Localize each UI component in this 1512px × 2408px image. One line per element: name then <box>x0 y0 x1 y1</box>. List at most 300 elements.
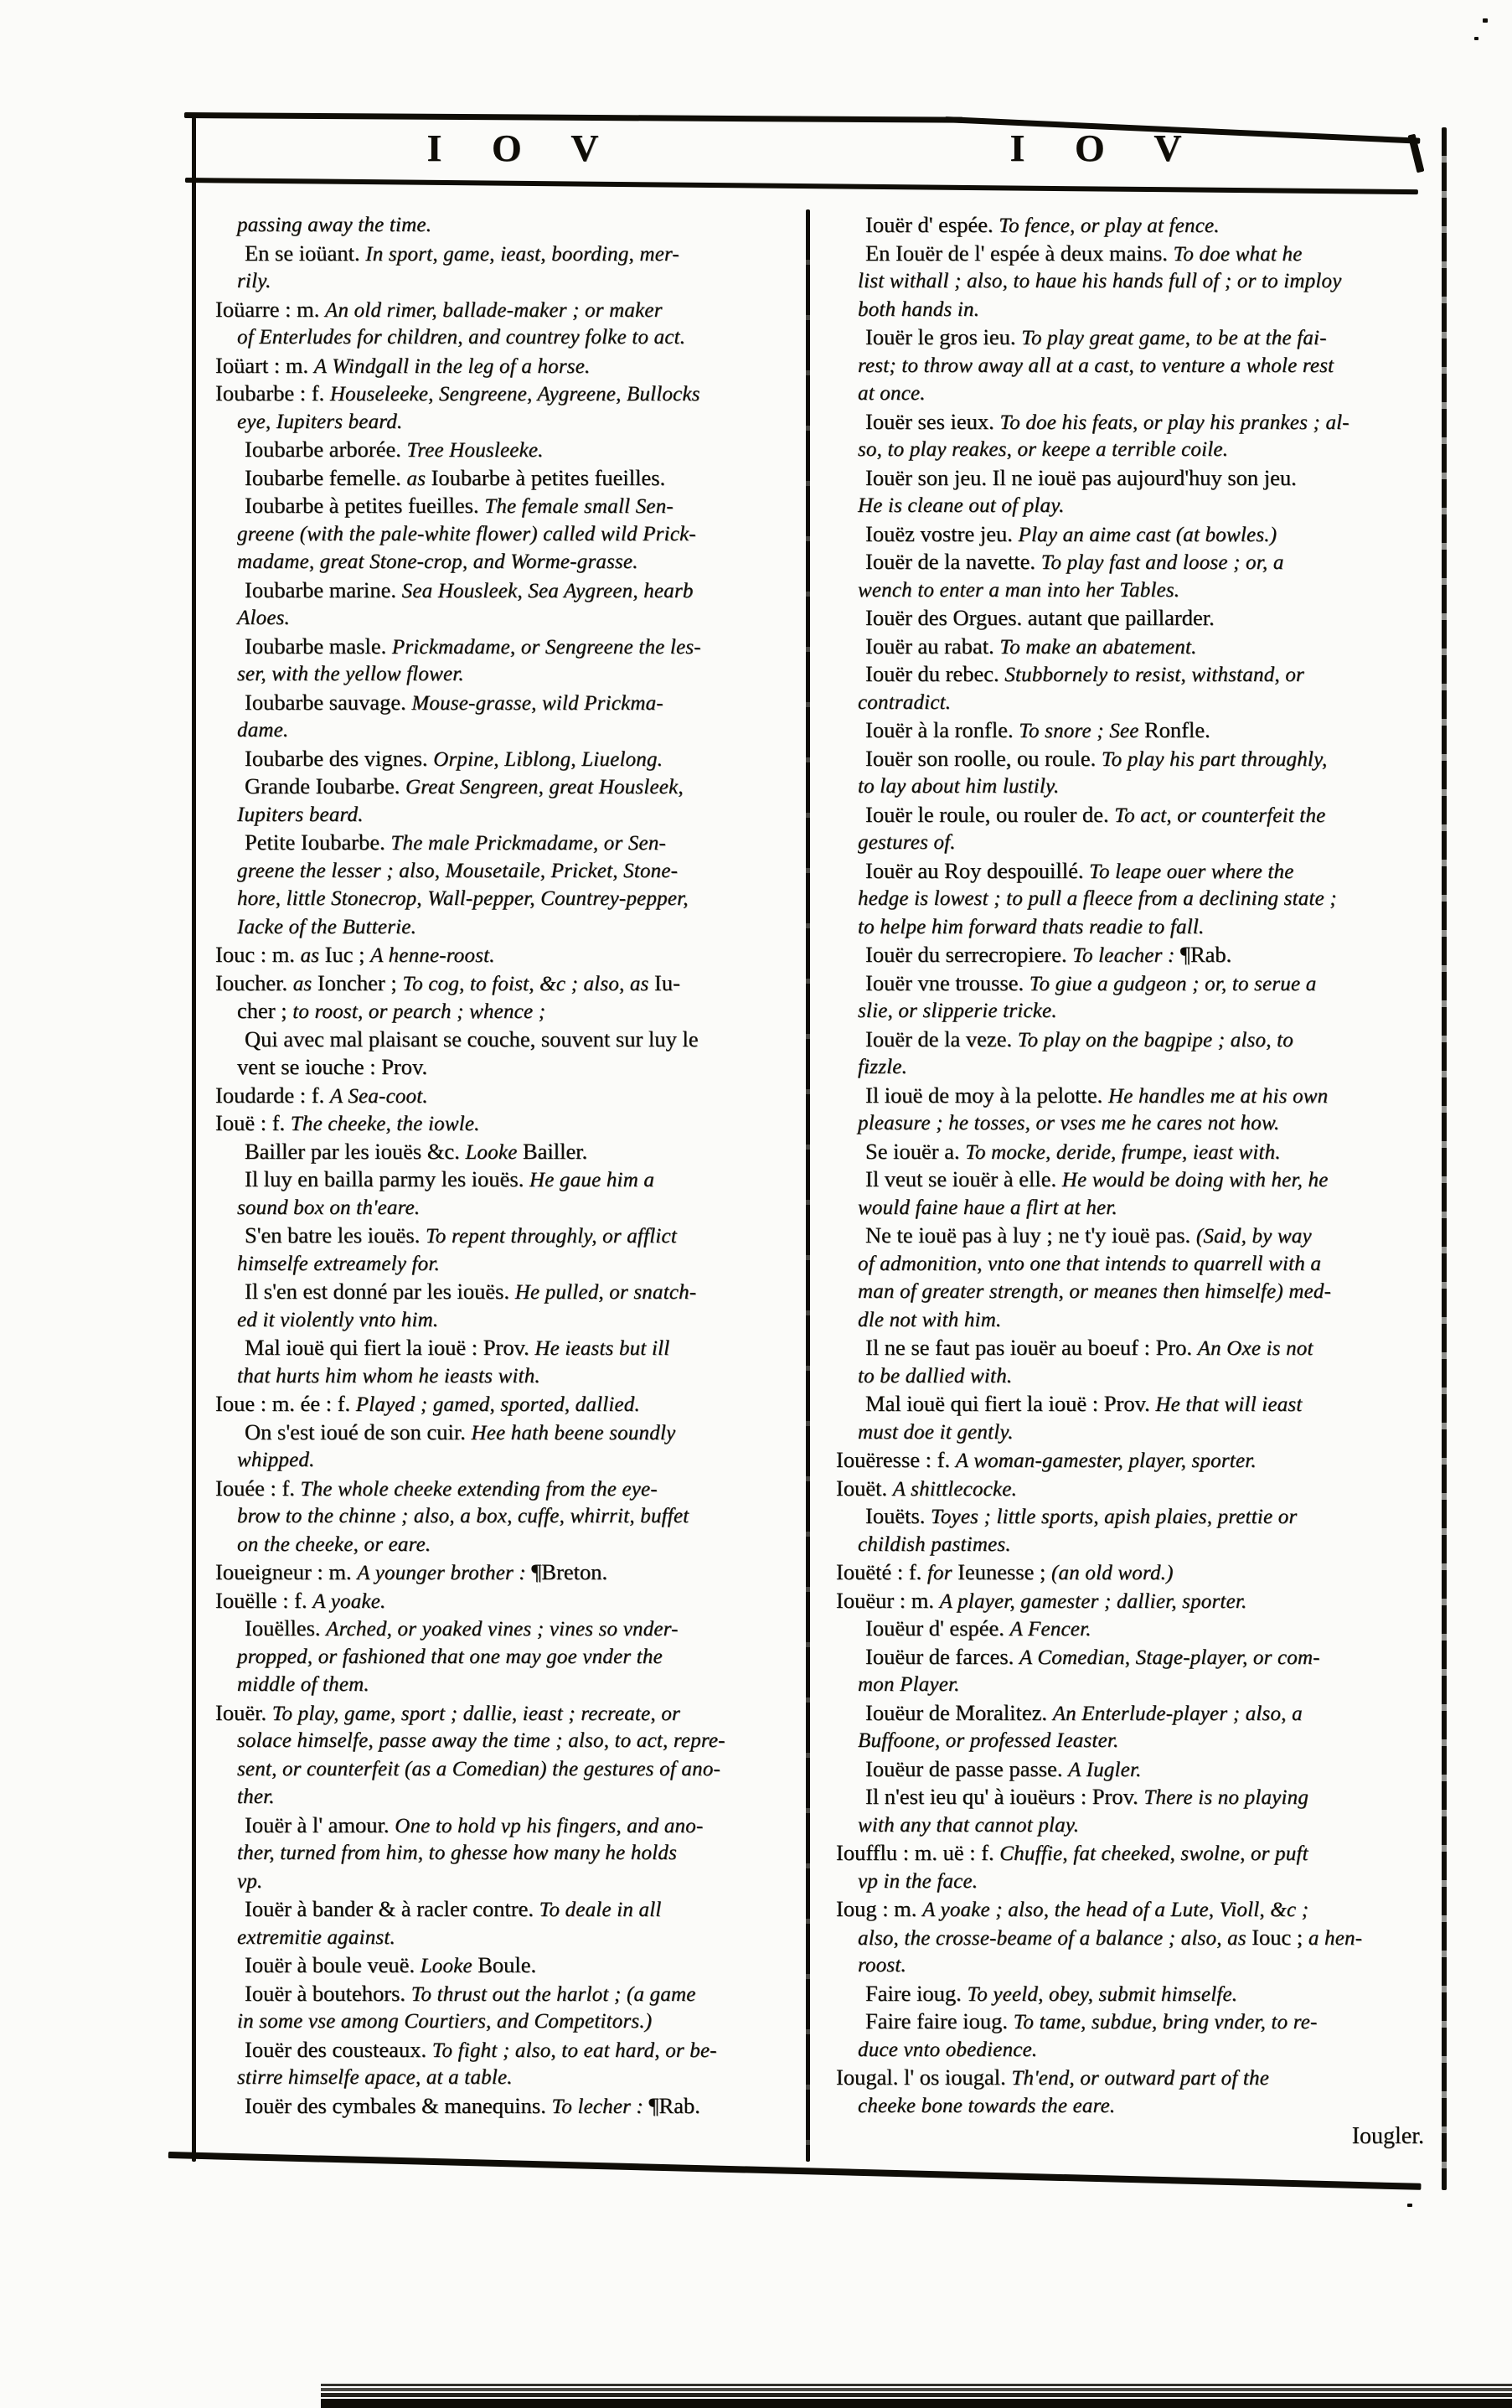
entry-line <box>858 1755 1427 1784</box>
text-run-roman: Ioubarbe femelle. <box>245 464 407 490</box>
text-run-roman: Ioubarbe arborée. <box>245 437 407 462</box>
entry-line <box>215 1587 787 1615</box>
text-run-italic: To mocke, deride, frumpe, ieast with. <box>965 1140 1281 1164</box>
entry-line <box>858 1278 1427 1306</box>
entry-line <box>237 323 787 352</box>
text-run-italic: To doe his feats, or play his prankes ; al- <box>999 411 1349 434</box>
text-run-italic: passing away the time. <box>237 214 432 236</box>
dictionary-column-right <box>836 211 1427 2120</box>
entry-line <box>237 267 787 296</box>
text-run-roman: Se iouër a. <box>865 1138 966 1164</box>
text-run-italic: Played ; gamed, sported, dallied. <box>355 1393 640 1416</box>
entry-line <box>858 969 1427 998</box>
text-run-italic: also, the crosse-beame of a balance ; also, as <box>858 1926 1252 1950</box>
entry-line <box>858 1109 1427 1138</box>
text-run-roman: Iouër du serrecropiere. <box>865 942 1073 967</box>
entry-line <box>237 1138 787 1166</box>
text-run-italic: man of greater strength, or meanes then himselfe) med- <box>858 1280 1332 1303</box>
entry-line <box>858 1699 1427 1728</box>
entry-line <box>858 1306 1427 1335</box>
text-run-italic: A Windgall in the leg of a horse. <box>313 354 591 378</box>
text-run-roman: Il veut se iouër à elle. <box>865 1166 1062 1191</box>
text-run-italic: Toyes ; little sports, apish plaies, prettie or <box>931 1506 1298 1528</box>
text-run-italic: The male Prickmadame, or Sen- <box>390 832 667 855</box>
entry-line <box>237 2036 787 2064</box>
entry-line <box>858 408 1427 437</box>
text-run-italic: To tame, subdue, bring vnder, to re- <box>1013 2011 1318 2033</box>
entry-line <box>858 1924 1427 1952</box>
entry-line <box>237 660 787 689</box>
text-run-italic: ther, turned from him, to ghesse how many he holds <box>237 1842 678 1864</box>
text-run-roman: Ioubarbe à petites fueilles. <box>245 493 485 518</box>
entry-line <box>858 267 1427 296</box>
text-run-roman: Il n'est ieu qu' à iouëurs : Prov. <box>865 1784 1144 1809</box>
entry-line <box>858 1727 1427 1755</box>
text-run-italic: The cheeke, the iowle. <box>290 1113 480 1135</box>
text-run-italic: To make an abatement. <box>999 635 1197 659</box>
text-run-roman: Iouër à l' amour. <box>245 1811 395 1837</box>
entry-line <box>858 1138 1427 1166</box>
entry-line <box>237 1727 787 1755</box>
text-run-italic: To act, or counterfeit the <box>1114 804 1326 827</box>
text-run-italic: in some vse among Courtiers, and Competitors.) <box>237 2010 653 2033</box>
text-run-italic: To thrust out the harlot ; (a game <box>410 1982 696 2006</box>
text-run-roman: Iouë : f. <box>215 1110 291 1135</box>
entry-line <box>215 969 787 998</box>
entry-line <box>237 1951 787 1980</box>
text-run-italic: A shittlecocke. <box>892 1477 1018 1501</box>
entry-line <box>237 1980 787 2008</box>
text-run-italic: A player, gamester ; dallier, sporter. <box>939 1589 1247 1613</box>
text-run-italic: To fence, or play at fence. <box>999 214 1220 237</box>
text-run-roman: Ioueigneur : m. <box>215 1559 358 1584</box>
entry-line <box>858 1980 1427 2008</box>
entry-line <box>858 1053 1427 1082</box>
text-run-italic: mon Player. <box>858 1673 960 1696</box>
text-run-roman: Ioue : m. ée : f. <box>215 1391 356 1416</box>
entry-line <box>237 1250 787 1279</box>
text-run-italic: duce vnto obedience. <box>858 2038 1038 2061</box>
entry-line <box>237 773 787 801</box>
text-run-italic: roost. <box>858 1954 906 1977</box>
text-run-italic: to helpe him forward thats readie to fall. <box>858 915 1205 938</box>
text-run-italic: contradict. <box>858 690 952 714</box>
entry-line <box>858 548 1427 576</box>
text-run-roman: Iouër son roolle, ou roule. <box>865 745 1102 771</box>
entry-line <box>215 1082 787 1110</box>
text-run-roman: Ieunesse ; <box>957 1559 1051 1584</box>
text-run-italic: gestures of. <box>858 831 956 854</box>
text-run-italic: greene the lesser ; also, Mousetaile, Pricket, Stone- <box>237 859 679 882</box>
frame-left-rule <box>192 117 196 2162</box>
text-run-roman: On s'est ioué de son cuir. <box>245 1418 472 1444</box>
entry-line <box>858 745 1427 773</box>
text-run-italic: so, to play reakes, or keepe a terrible coile. <box>858 438 1229 461</box>
entry-line <box>858 689 1427 717</box>
text-run-roman: Mal iouë qui fiert la iouë : Prov. <box>865 1391 1156 1416</box>
text-run-italic: He handles me at his own <box>1107 1084 1329 1108</box>
text-run-italic: rest; to throw away all at a cast, to venture a whole rest <box>858 354 1334 377</box>
entry-line <box>237 1278 787 1306</box>
entry-line <box>237 913 787 942</box>
text-run-italic: greene (with the pale-white flower) called wild Prick- <box>237 522 696 545</box>
entry-line <box>237 1194 787 1222</box>
text-run-italic: as <box>406 467 431 490</box>
text-run-italic: childish pastimes. <box>858 1532 1011 1556</box>
header-rule <box>185 178 1418 194</box>
text-run-italic: Th'end, or outward part of the <box>1011 2067 1270 2090</box>
text-run-roman: Grande Ioubarbe. <box>245 773 406 798</box>
text-run-italic: madame, great Stone-crop, and Worme-grasse. <box>237 550 638 573</box>
text-run-italic: A Iugler. <box>1068 1758 1142 1781</box>
entry-line <box>858 1334 1427 1362</box>
text-run-roman: Iouër d' espée. <box>865 212 999 237</box>
entry-line <box>858 2092 1427 2121</box>
text-run-italic: brow to the chinne ; also, a box, cuffe, whirrit, buffet <box>237 1505 689 1527</box>
text-run-roman: Bailler. <box>523 1138 588 1164</box>
entry-line <box>215 352 787 380</box>
text-run-italic: wench to enter a man into her Tables. <box>858 578 1180 602</box>
text-run-italic: A yoake ; also, the head of a Lute, Violl, &c ; <box>922 1899 1309 1921</box>
text-run-italic: ser, with the yellow flower. <box>237 663 464 685</box>
entry-line <box>858 1502 1427 1531</box>
text-run-roman: Iouëresse : f. <box>836 1447 956 1472</box>
text-run-italic: Aloes. <box>237 607 290 629</box>
text-run-roman: Iouëlles. <box>245 1615 327 1641</box>
text-run-italic: A woman-gamester, player, sporter. <box>955 1449 1257 1472</box>
text-run-italic: Looke <box>465 1140 523 1164</box>
frame-bottom-rule <box>168 2152 1422 2190</box>
text-run-italic: solace himselfe, passe away the time ; also, to act, repre- <box>237 1729 725 1752</box>
text-run-italic: rily. <box>237 270 271 292</box>
text-run-italic: sound box on th'eare. <box>237 1196 421 1219</box>
entry-line <box>237 689 787 717</box>
entry-line <box>858 520 1427 549</box>
entry-line <box>237 1811 787 1840</box>
entry-line <box>858 2036 1427 2064</box>
text-run-italic: fizzle. <box>858 1056 908 1078</box>
text-run-roman: Ne te iouë pas à luy ; ne t'y iouë pas. <box>865 1222 1196 1248</box>
entry-line <box>237 716 787 745</box>
entry-line <box>858 576 1427 605</box>
entry-line <box>836 1839 1427 1868</box>
text-run-roman: Iouëur d' espée. <box>865 1615 1010 1641</box>
entry-line <box>237 1053 787 1082</box>
entry-line <box>858 1643 1427 1672</box>
entry-line <box>858 464 1427 493</box>
entry-line <box>858 1531 1427 1559</box>
text-run-italic: To fight ; also, to eat hard, or be- <box>431 2039 717 2062</box>
entry-line <box>858 885 1427 913</box>
entry-line <box>237 997 787 1026</box>
entry-line <box>237 1783 787 1811</box>
entry-line <box>237 1165 787 1194</box>
entry-line <box>858 997 1427 1026</box>
text-run-roman: Mal iouë qui fiert la iouë : Prov. <box>245 1335 535 1360</box>
text-run-italic: Iacke of the Butterie. <box>237 915 417 938</box>
text-run-italic: There is no playing <box>1143 1786 1309 1809</box>
text-run-roman: Ioubarbe des vignes. <box>245 745 434 771</box>
text-run-italic: extremitie against. <box>237 1925 395 1949</box>
text-run-roman: Iouër à la ronfle. <box>865 717 1019 742</box>
text-run-italic: of Enterludes for children, and countrey folke to act. <box>237 326 686 349</box>
text-run-roman: Ronfle. <box>1143 717 1210 742</box>
entry-line <box>215 1390 787 1418</box>
text-run-roman: Iouër au rabat. <box>865 633 1000 659</box>
entry-line <box>237 745 787 773</box>
running-head-right: I O V <box>1009 127 1202 169</box>
entry-line <box>858 323 1427 352</box>
entry-line <box>237 1306 787 1335</box>
entry-line <box>836 1558 1427 1587</box>
text-run-roman: Iouëlle : f. <box>215 1587 313 1613</box>
text-run-italic: hedge is lowest ; to pull a fleece from a declining state ; <box>858 887 1337 910</box>
entry-line <box>215 1699 787 1728</box>
entry-line <box>237 1222 787 1250</box>
text-run-italic: In sport, game, ieast, boording, mer- <box>365 242 679 266</box>
entry-line <box>237 240 787 268</box>
text-run-italic: of admonition, vnto one that intends to quarrell with a <box>858 1252 1322 1275</box>
text-run-italic: To deale in all <box>539 1899 662 1921</box>
text-run-italic: To play, game, sport ; dallie, ieast ; recreate, or <box>271 1702 680 1725</box>
entry-line <box>237 2008 787 2036</box>
entry-line <box>858 380 1427 408</box>
ink-speck <box>1474 37 1478 40</box>
text-run-roman: Iouëur : m. <box>836 1587 940 1613</box>
text-run-italic: An Enterlude-player ; also, a <box>1052 1702 1303 1725</box>
text-run-italic: Chuffie, fat cheeked, swolne, or puft <box>999 1842 1308 1865</box>
text-run-roman: Faire ioug. <box>865 1980 968 2006</box>
text-run-italic: He ieasts but ill <box>534 1337 670 1360</box>
entry-line <box>836 2064 1427 2092</box>
entry-line <box>836 1587 1427 1615</box>
text-run-italic: that hurts him whom he ieasts with. <box>237 1364 540 1387</box>
text-run-italic: list withall ; also, to haue his hands full of ; or to imploy <box>858 270 1342 292</box>
text-run-italic: Looke <box>420 1955 478 1977</box>
text-run-roman: S'en batre les iouës. <box>245 1222 426 1248</box>
entry-line <box>237 576 787 605</box>
text-run-italic: Play an aime cast (at bowles.) <box>1018 523 1277 546</box>
entry-line <box>215 1475 787 1503</box>
text-run-roman: Iu- <box>654 969 680 995</box>
entry-line <box>237 1026 787 1054</box>
entry-line <box>237 1671 787 1699</box>
entry-line <box>858 240 1427 268</box>
text-run-italic: with any that cannot play. <box>858 1813 1080 1837</box>
entry-line <box>858 1194 1427 1222</box>
text-run-italic: To repent throughly, or afflict <box>426 1225 677 1248</box>
text-run-roman: Iouër au Roy despouillé. <box>865 857 1090 883</box>
entry-line <box>215 296 787 324</box>
text-run-italic: at once. <box>858 382 926 405</box>
text-run-roman: Ioucher. <box>215 969 293 995</box>
entry-line <box>237 492 787 520</box>
text-run-roman: ¶Rab. <box>1179 942 1232 967</box>
text-run-roman: Iouëur de passe passe. <box>865 1755 1069 1781</box>
entry-line <box>237 408 787 437</box>
text-run-italic: To play great game, to be at the fai- <box>1021 327 1327 349</box>
text-run-roman: Ioug : m. <box>836 1896 923 1921</box>
entry-line <box>858 941 1427 969</box>
text-run-italic: Iupiters beard. <box>237 803 364 826</box>
text-run-roman: Iougal. l' os iougal. <box>836 2064 1012 2090</box>
text-run-italic: To leacher : <box>1072 944 1180 967</box>
text-run-roman: Iouët. <box>836 1475 893 1501</box>
entry-line <box>237 2092 787 2121</box>
text-run-roman: Ioubarbe : f. <box>215 380 330 406</box>
entry-line <box>237 1362 787 1391</box>
text-run-italic: Houseleeke, Sengreene, Aygreene, Bullocks <box>329 383 700 406</box>
text-run-italic: to lay about him lustily. <box>858 775 1060 798</box>
entry-line <box>237 1418 787 1447</box>
entry-line <box>237 1868 787 1896</box>
entry-line <box>836 1895 1427 1924</box>
text-run-roman: Iouër des cousteaux. <box>245 2036 432 2062</box>
text-run-italic: To doe what he <box>1173 242 1303 266</box>
text-run-italic: eye, Iupiters beard. <box>237 410 403 433</box>
entry-line <box>237 1924 787 1952</box>
entry-line <box>858 1783 1427 1811</box>
text-run-roman: Iuc ; <box>324 942 371 967</box>
entry-line <box>858 604 1427 633</box>
text-run-italic: To yeeld, obey, submit himselfe. <box>967 1982 1238 2006</box>
text-run-italic: To giue a gudgeon ; or, to serue a <box>1029 972 1317 995</box>
text-run-roman: Iouër du rebec. <box>865 661 1005 686</box>
dictionary-column-left <box>215 211 787 2120</box>
text-run-italic: He would be doing with her, he <box>1061 1169 1329 1191</box>
text-run-roman: Iouër le roule, ou rouler de. <box>865 801 1115 827</box>
entry-line <box>858 1082 1427 1110</box>
entry-line <box>237 1502 787 1531</box>
text-run-italic: The female small Sen- <box>484 495 673 518</box>
text-run-roman: Il ne se faut pas iouër au boeuf : Pro. <box>865 1335 1198 1360</box>
text-run-italic: (Said, by way <box>1195 1225 1312 1248</box>
entry-line <box>237 1334 787 1362</box>
text-run-italic: would faine haue a flirt at her. <box>858 1196 1117 1219</box>
entry-line <box>237 1446 787 1475</box>
text-run-italic: An Oxe is not <box>1197 1337 1313 1360</box>
text-run-italic: A Comedian, Stage-player, or com- <box>1019 1646 1320 1669</box>
text-run-italic: He is cleane out of play. <box>858 494 1065 517</box>
entry-line <box>858 1165 1427 1194</box>
entry-line <box>858 211 1427 240</box>
entry-line <box>858 1026 1427 1054</box>
text-run-roman: Iouër ses ieux. <box>865 408 1000 434</box>
text-run-roman: Iouëur de farces. <box>865 1643 1019 1669</box>
entry-line <box>237 857 787 886</box>
entry-line <box>858 1418 1427 1447</box>
text-run-roman: Ioubarbe à petites fueilles. <box>431 464 666 490</box>
text-run-italic: A Fencer. <box>1009 1618 1091 1641</box>
text-run-italic: Buffoone, or professed Ieaster. <box>858 1729 1119 1752</box>
text-run-italic: A henne-roost. <box>370 944 495 967</box>
text-run-roman: En se ioüant. <box>245 240 366 266</box>
text-run-italic: as <box>300 944 325 967</box>
text-run-italic: to roost, or pearch ; whence ; <box>292 1000 546 1023</box>
entry-line <box>237 829 787 857</box>
text-run-roman: Iouëz vostre jeu. <box>865 520 1019 546</box>
text-run-roman: Iouër à bander & à racler contre. <box>245 1896 539 1921</box>
text-run-roman: Iouée : f. <box>215 1475 301 1501</box>
text-run-italic: propped, or fashioned that one may goe vnder the <box>237 1645 663 1668</box>
text-run-italic: To leape ouer where the <box>1089 860 1294 883</box>
frame-right-rule <box>1442 127 1447 2190</box>
entry-line <box>858 829 1427 857</box>
entry-line <box>237 1531 787 1559</box>
text-run-italic: Hee hath beene soundly <box>471 1421 676 1444</box>
text-run-italic: ther. <box>237 1785 275 1808</box>
text-run-roman: vent se iouche : Prov. <box>237 1054 428 1079</box>
text-run-italic: slie, or slipperie tricke. <box>858 1000 1057 1022</box>
entry-line <box>237 436 787 464</box>
entry-line <box>858 773 1427 801</box>
text-run-italic: pleasure ; he tosses, or vses me he cares not how. <box>858 1112 1280 1134</box>
text-run-roman: Iouc ; <box>1251 1924 1308 1950</box>
text-run-roman: Il luy en bailla parmy les iouës. <box>245 1166 529 1191</box>
entry-line <box>237 211 787 240</box>
entry-line <box>836 1446 1427 1475</box>
text-run-italic: must doe it gently. <box>858 1420 1014 1444</box>
text-run-roman: Qui avec mal plaisant se couche, souvent sur luy le <box>245 1026 699 1052</box>
entry-line <box>237 2064 787 2092</box>
text-run-italic: Orpine, Liblong, Liuelong. <box>433 747 663 771</box>
entry-line <box>858 1951 1427 1980</box>
entry-line <box>858 1362 1427 1391</box>
text-run-italic: The whole cheeke extending from the eye- <box>300 1477 658 1501</box>
entry-line <box>858 436 1427 464</box>
text-run-roman: Iouër de la navette. <box>865 549 1041 574</box>
text-run-roman: Iouëts. <box>865 1503 931 1528</box>
frame-top-rule <box>184 112 963 123</box>
text-run-roman: Boule. <box>477 1952 537 1977</box>
text-run-italic: on the cheeke, or eare. <box>237 1532 431 1556</box>
text-run-italic: To play on the bagpipe ; also, to <box>1017 1028 1293 1052</box>
text-run-italic: (an old word.) <box>1051 1562 1174 1584</box>
entry-line <box>858 1671 1427 1699</box>
text-run-italic: cheeke bone towards the eare. <box>858 2094 1116 2117</box>
text-run-italic: as <box>292 972 317 995</box>
text-run-roman: Ioudarde : f. <box>215 1082 330 1108</box>
text-run-italic: To snore ; See <box>1019 720 1144 742</box>
text-run-italic: One to hold vp his fingers, and ano- <box>395 1814 704 1837</box>
entry-line <box>237 548 787 576</box>
text-run-italic: Prickmadame, or Sengreene the les- <box>391 635 701 659</box>
text-run-roman: Iouër des Orgues. autant que paillarder. <box>865 605 1215 630</box>
text-run-italic: dle not with him. <box>858 1308 1002 1331</box>
text-run-roman: Petite Ioubarbe. <box>245 829 391 855</box>
text-run-roman: Ioüart : m. <box>215 352 314 378</box>
entry-line <box>237 1615 787 1643</box>
text-run-roman: Iouc : m. <box>215 942 301 967</box>
text-run-italic: To cog, to foist, &c ; also, as <box>402 972 654 995</box>
entry-line <box>858 492 1427 520</box>
entry-line <box>858 1811 1427 1840</box>
text-run-italic: Sea Housleek, Sea Aygreen, hearb <box>401 579 694 602</box>
text-run-italic: He gaue him a <box>529 1169 655 1191</box>
entry-line <box>858 660 1427 689</box>
text-run-roman: ¶Rab. <box>648 2092 700 2118</box>
text-run-italic: himselfe extreamely for. <box>237 1252 440 1275</box>
text-run-roman: Iouër à boutehors. <box>245 1980 411 2006</box>
text-run-roman: Ioncher ; <box>317 969 403 995</box>
text-run-roman: Iouër à boule veuë. <box>245 1952 421 1977</box>
text-run-roman: Ioubarbe sauvage. <box>245 689 412 715</box>
text-run-roman: Iouër des cymbales & manequins. <box>245 2092 552 2118</box>
text-run-italic: Great Sengreen, great Housleek, <box>405 776 684 798</box>
text-run-roman: Iouër vne trousse. <box>865 969 1030 995</box>
text-run-italic: both hands in. <box>858 297 980 321</box>
text-run-roman: Iouër le gros ieu. <box>865 324 1022 349</box>
